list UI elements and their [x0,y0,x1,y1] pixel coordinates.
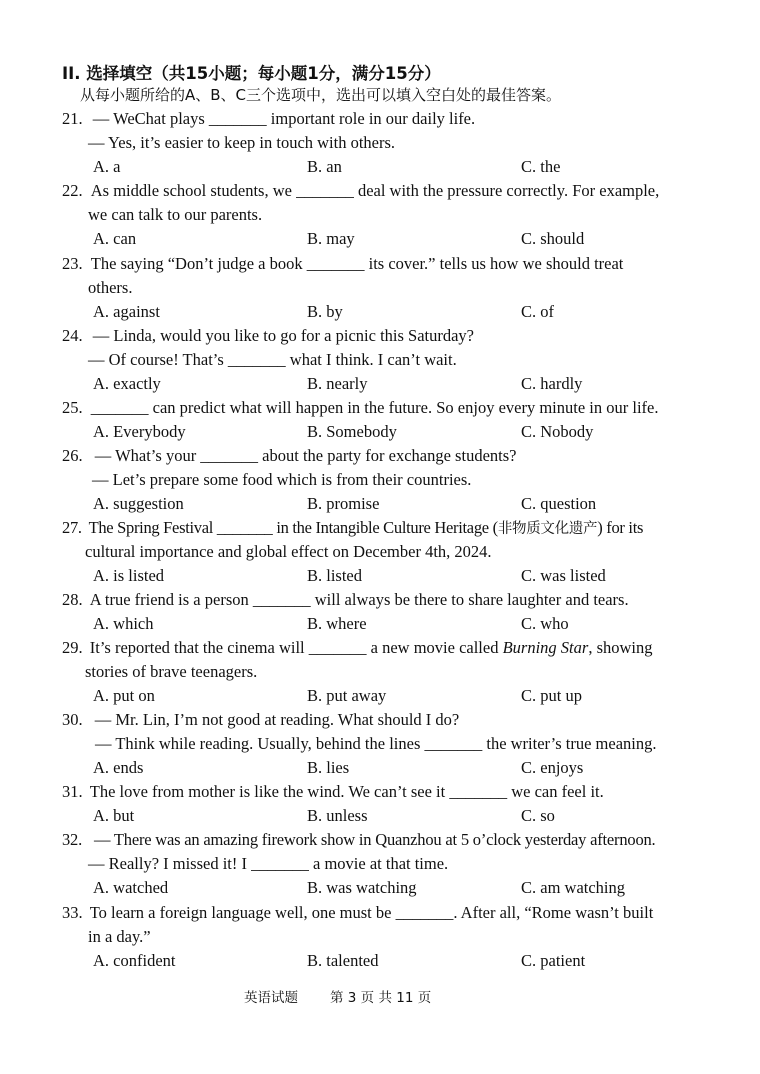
option-a: A. watched [93,878,169,897]
question-line-tail: ) for its [597,518,644,537]
question-line: _______ can predict what will happen in the future. So enjoy every minute in our life. [90,398,659,417]
option-c: C. am watching [521,878,626,897]
question-28 [62,590,629,610]
question-number: 31. [62,782,83,801]
question-line: As middle school students, we _______ deal with the pressure correctly. For example, [90,181,660,200]
option-a: A. suggestion [93,494,184,513]
question-number: 33. [62,903,83,922]
question-line: stories of brave teenagers. [85,662,258,681]
question-line: we can talk to our parents. [88,205,263,224]
question-22 [62,181,659,201]
option-c: C. should [521,229,585,248]
question-29 [62,638,652,658]
question-number: 23. [62,254,83,273]
option-c: C. who [521,614,569,633]
question-line: cultural importance and global effect on December 4th, 2024. [85,542,492,561]
question-23 [62,254,698,274]
option-c: C. enjoys [521,758,584,777]
option-a: A. Everybody [93,422,186,441]
option-a: A. confident [93,951,176,970]
option-a: A. can [93,229,137,248]
option-b: B. nearly [307,374,368,393]
option-b: B. was watching [307,878,417,897]
option-a: A. a [93,157,121,176]
question-line: A true friend is a person _______ will always be there to share laughter and tears. [89,590,629,609]
question-number: 29. [62,638,83,657]
option-c: C. so [521,806,555,825]
option-c: C. Nobody [521,422,594,441]
footer-subject: 英语试题 [244,990,298,1006]
question-number: 26. [62,446,83,465]
question-number: 24. [62,326,83,345]
option-b: B. an [307,157,342,176]
question-line: It’s reported that the cinema will _______ a new movie called [89,638,503,657]
option-c: C. put up [521,686,582,705]
option-a: A. put on [93,686,155,705]
footer-page-number: 第 3 页 共 11 页 [330,990,432,1006]
option-a: A. against [93,302,160,321]
question-line: The Spring Festival _______ in the Intangible Culture Heritage ( [88,518,498,537]
question-number: 30. [62,710,83,729]
question-line: — Mr. Lin, I’m not good at reading. What should I do? [94,710,460,729]
option-c: C. of [521,302,554,321]
question-25 [62,398,658,418]
question-number: 21. [62,109,83,128]
option-b: B. lies [307,758,350,777]
option-c: C. hardly [521,374,583,393]
question-number: 25. [62,398,83,417]
question-number: 28. [62,590,83,609]
option-b: B. may [307,229,355,248]
question-line: The saying “Don’t judge a book _______ its cover.” tells us how we should treat [90,254,624,273]
question-line: others. [88,278,133,297]
question-line: in a day.” [88,927,151,946]
question-number: 32. [62,830,83,849]
question-26 [62,446,516,466]
question-31 [62,782,604,802]
question-27 [62,518,643,539]
section-heading: II. 选择填空（共15小题；每小题1分，满分15分） [62,64,441,83]
question-line: — Think while reading. Usually, behind the lines _______ the writer’s true meaning. [95,734,657,753]
movie-title: Burning Star [502,638,589,657]
option-b: B. unless [307,806,368,825]
chinese-gloss: 非物质文化遗产 [497,521,598,537]
option-a: A. ends [93,758,144,777]
question-line: — Of course! That’s _______ what I think. I can’t wait. [88,350,457,369]
option-a: A. which [93,614,154,633]
question-21 [62,109,475,129]
question-line: — Really? I missed it! I _______ a movie at that time. [88,854,449,873]
question-number: 27. [62,518,82,537]
section-instruction: 从每小题所给的A、B、C三个选项中，选出可以填入空白处的最佳答案。 [80,86,562,104]
question-30 [62,710,459,730]
option-b: B. put away [307,686,387,705]
option-c: C. the [521,157,561,176]
option-c: C. patient [521,951,586,970]
question-line: The love from mother is like the wind. We can’t see it _______ we can feel it. [89,782,604,801]
option-b: B. talented [307,951,379,970]
question-line: — Let’s prepare some food which is from their countries. [92,470,472,489]
question-line: — Linda, would you like to go for a picnic this Saturday? [92,326,475,345]
question-line: — WeChat plays _______ important role in our daily life. [92,109,476,128]
question-line: — Yes, it’s easier to keep in touch with others. [88,133,396,152]
question-line-tail: , showing [588,638,653,657]
option-b: B. by [307,302,343,321]
question-line: To learn a foreign language well, one must be _______. After all, “Rome wasn’t built [89,903,654,922]
question-line: — What’s your _______ about the party for exchange students? [94,446,517,465]
question-32 [62,830,655,850]
option-a: A. but [93,806,135,825]
option-b: B. promise [307,494,380,513]
option-a: A. is listed [93,566,165,585]
question-number: 22. [62,181,83,200]
question-33 [62,903,653,923]
question-24 [62,326,474,346]
option-c: C. question [521,494,597,513]
option-c: C. was listed [521,566,606,585]
option-b: B. Somebody [307,422,397,441]
option-b: B. listed [307,566,363,585]
option-a: A. exactly [93,374,161,393]
option-b: B. where [307,614,367,633]
question-line: — There was an amazing firework show in Quanzhou at 5 o’clock yesterday afternoon. [93,830,656,849]
